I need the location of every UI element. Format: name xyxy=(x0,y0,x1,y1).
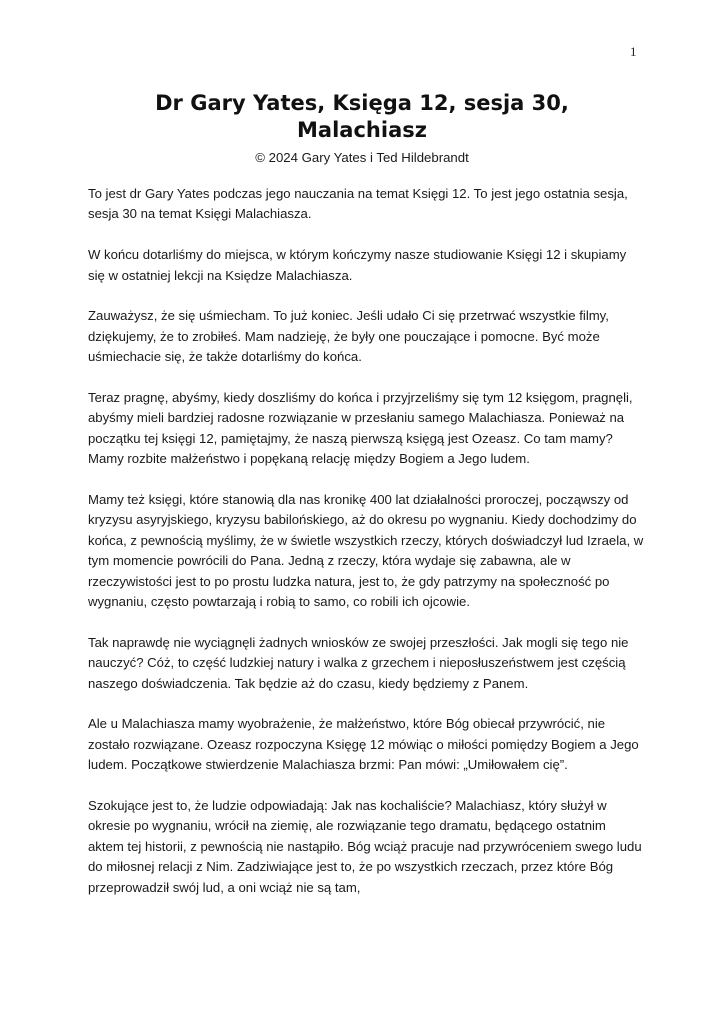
paragraph: To jest dr Gary Yates podczas jego nauczania na temat Księgi 12. To jest jego ostatnia sesja, sesja 30 na temat Księgi Malachiasza. xyxy=(88,186,628,222)
paragraph: W końcu dotarliśmy do miejsca, w którym kończymy nasze studiowanie Księgi 12 i skupiamy się w ostatniej lekcji na Księdze Malachiasza. xyxy=(88,247,627,283)
paragraph: Ale u Malachiasza mamy wyobrażenie, że małżeństwo, które Bóg obiecał przywrócić, nie zostało rozwiązane. Ozeasz rozpoczyna Księgę 12 mówiąc o miłości pomiędzy Bogiem a Jego ludem. Początkowe stwierdzenie Malachiasza brzmi: Pan mówi: „Umiłowałem cię”. xyxy=(88,716,639,773)
document-header xyxy=(60,90,664,167)
document-body xyxy=(88,184,644,919)
title-line-1: Dr Gary Yates, Księga 12, sesja 30, xyxy=(155,91,569,115)
paragraph: Tak naprawdę nie wyciągnęli żadnych wniosków ze swojej przeszłości. Jak mogli się tego nie nauczyć? Cóż, to część ludzkiej natury i walka z grzechem i nieposłuszeństwem jest częścią naszego doświadczenia. Tak będzie aż do czasu, kiedy będziemy z Panem. xyxy=(88,634,629,691)
paragraph: Zauważysz, że się uśmiecham. To już koniec. Jeśli udało Ci się przetrwać wszystkie filmy, dziękujemy, że to zrobiłeś. Mam nadzieję, że były one pouczające i pomocne. Być może uśmiechacie się, że także dotarliśmy do końca. xyxy=(88,308,609,365)
page-number: 1 xyxy=(630,44,637,59)
document-title xyxy=(60,90,664,144)
paragraph: Mamy też księgi, które stanowią dla nas kronikę 400 lat działalności proroczej, począwszy od kryzysu asyryjskiego, kryzysu babilońskiego, aż do okresu po wygnaniu. Kiedy dochodzimy do końca, z pewnością myślimy, że w świetle wszystkich rzeczy, których doświadczył lud Izraela, w tym momencie powrócili do Pana. Jedną z rzeczy, która wydaje się zabawna, ale w rzeczywistości jest to po prostu ludzka natura, jest to, że gdy patrzymy na społeczność po wygnaniu, często powtarzają i robią to samo, co robili ich ojcowie. xyxy=(88,492,644,610)
paragraph: Szokujące jest to, że ludzie odpowiadają: Jak nas kochaliście? Malachiasz, który służył w okresie po wygnaniu, wrócił na ziemię, ale rozwiązanie tego dramatu, będącego ostatnim aktem tej historii, z pewnością nie nastąpiło. Bóg wciąż pracuje nad przywróceniem swego ludu do miłosnej relacji z Nim. Zadziwiające jest to, że po wszystkich rzeczach, przez które Bóg przeprowadził swój lud, a oni wciąż nie są tam, xyxy=(88,798,642,895)
title-line-2: Malachiasz xyxy=(297,118,427,142)
copyright-line: © 2024 Gary Yates i Ted Hildebrandt xyxy=(255,150,469,165)
paragraph: Teraz pragnę, abyśmy, kiedy doszliśmy do końca i przyjrzeliśmy się tym 12 księgom, pragnęli, abyśmy mieli bardziej radosne rozwiązanie w przesłaniu samego Malachiasza. Ponieważ na początku tej księgi 12, pamiętajmy, że naszą pierwszą księgą jest Ozeasz. Co tam mamy? Mamy rozbite małżeństwo i popękaną relację między Bogiem a Jego ludem. xyxy=(88,390,633,467)
